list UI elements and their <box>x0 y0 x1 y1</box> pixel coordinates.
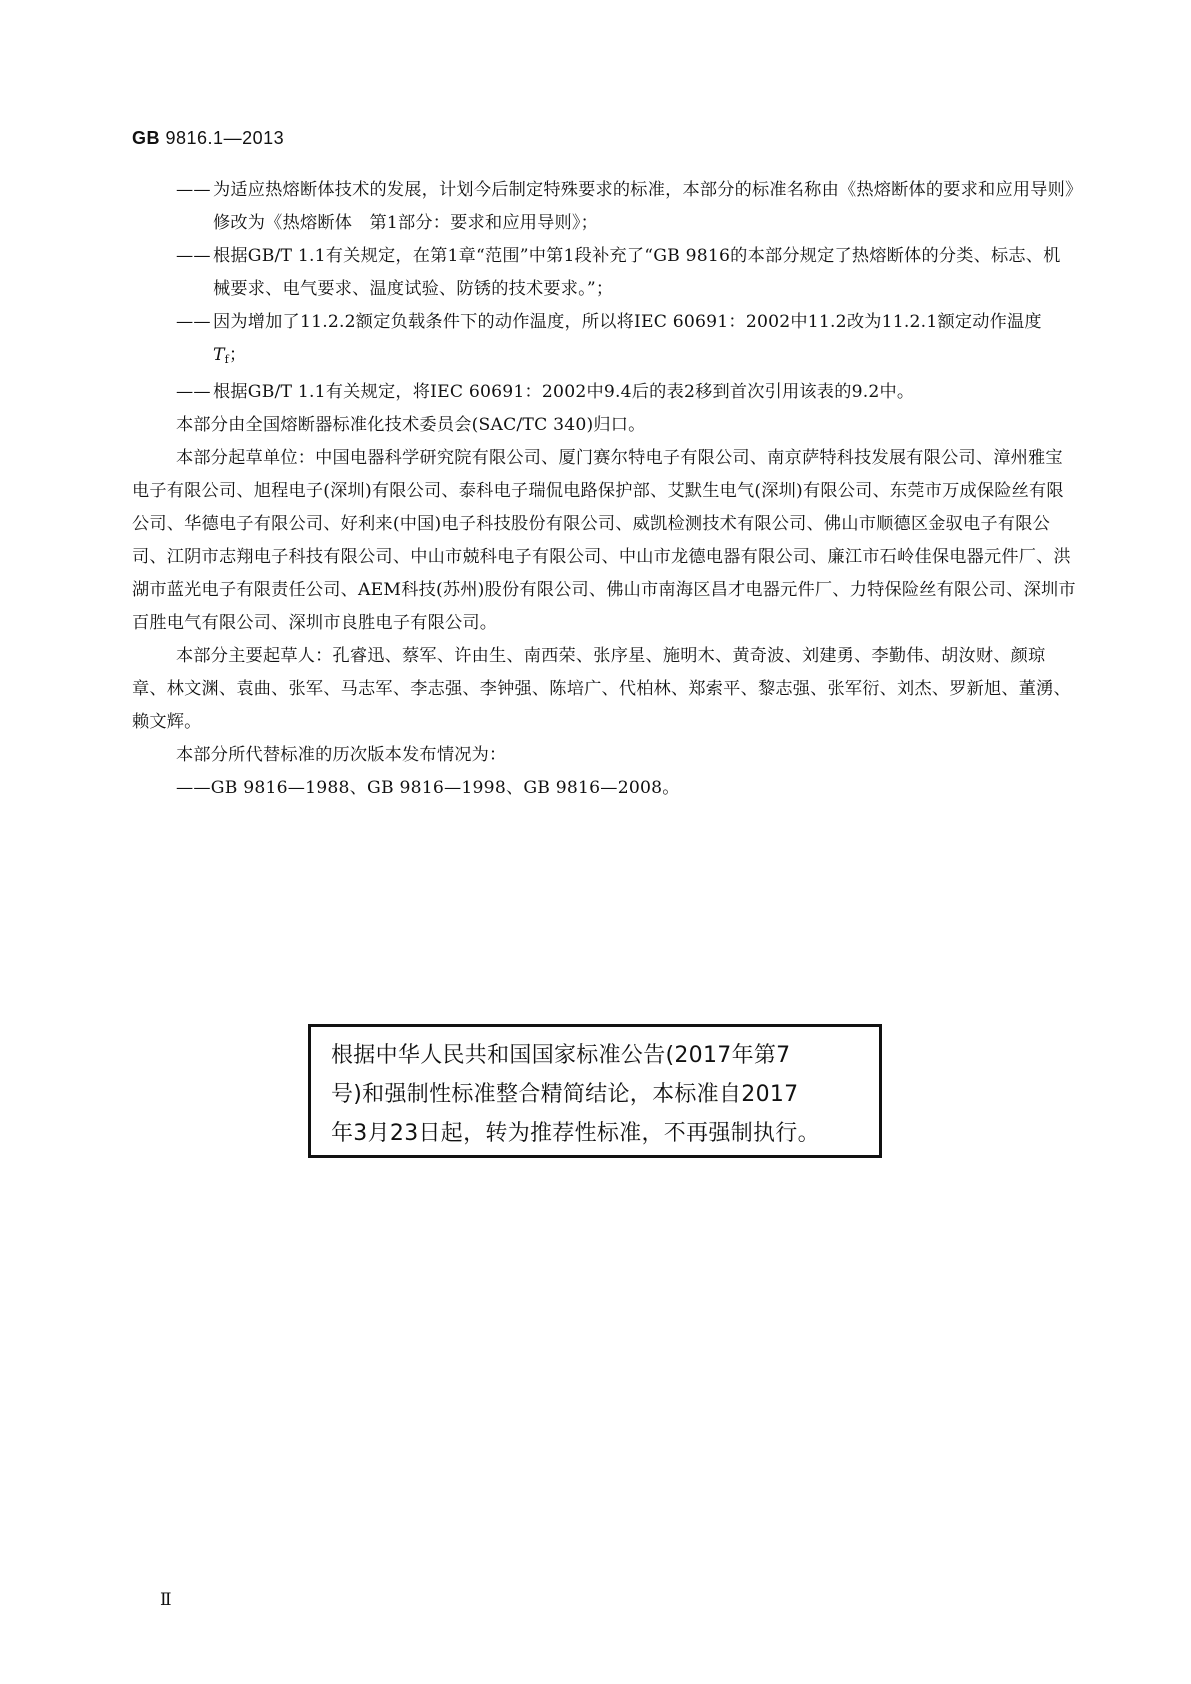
change-item-text-end: ； <box>228 345 247 365</box>
change-item-text: 因为增加了11.2.2额定负载条件下的动作温度，所以将IEC 60691：2002中11.2改为11.2.1额定动作温度 <box>213 312 1042 332</box>
change-item-1 <box>176 174 1076 240</box>
rated-temperature-symbol: T <box>213 345 225 365</box>
notice-line-2: 号)和强制性标准整合精简结论，本标准自2017 <box>331 1082 799 1107</box>
drafters-block <box>132 640 1076 739</box>
centralized-paragraph: 本部分由全国熔断器标准化技术委员会(SAC/TC 340)归口。 <box>176 415 646 435</box>
history-intro: 本部分所代替标准的历次版本发布情况为： <box>176 745 507 765</box>
change-item-text: 为适应热熔断体技术的发展，计划今后制定特殊要求的标准，本部分的标准名称由《热熔断体的要求和应用导则》修改为《热熔断体 第1部分：要求和应用导则》； <box>213 180 1074 233</box>
rated-temperature-subscript: f <box>224 353 229 366</box>
drafting-units-text: 本部分起草单位：中国电器科学研究院有限公司、厦门赛尔特电子有限公司、南京萨特科技发展有限公司、漳州雅宝电子有限公司、旭程电子(深圳)有限公司、泰科电子瑞侃电路保护部、艾默生电气(深圳)有限公司、东莞市万成保险丝有限公司、华德电子有限公司、好利来(中国)电子科技股份有限公司、威凯检测技术有限公司、佛山市顺德区金驭电子有限公司、江阴市志翔电子科技有限公司、中山市兢科电子有限公司、中山市龙德电器有限公司、廉江市石岭佳保电器元件厂、洪湖市蓝光电子有限责任公司、AEM科技(苏州)股份有限公司、佛山市南海区昌才电器元件厂、力特保险丝有限公司、深圳市百胜电气有限公司、深圳市良胜电子有限公司。 <box>132 448 1076 633</box>
change-item-text: 根据GB/T 1.1有关规定，将IEC 60691：2002中9.4后的表2移到首次引用该表的9.2中。 <box>213 382 915 402</box>
standard-code: 9816.1—2013 <box>165 128 285 148</box>
notice-line-3: 年3月23日起，转为推荐性标准，不再强制执行。 <box>331 1121 820 1146</box>
notice-box <box>308 1024 882 1158</box>
change-item-2 <box>176 240 1076 306</box>
drafters-text: 本部分主要起草人：孔睿迅、蔡军、许由生、南西荣、张序星、施明木、黄奇波、刘建勇、李勤伟、胡汝财、颜琼章、林文渊、袁曲、张军、马志军、李志强、李钟强、陈培广、代柏林、郑索平、黎志强、张军衍、刘杰、罗新旭、董湧、赖文辉。 <box>132 646 1071 732</box>
dash-marker: —— <box>176 246 211 266</box>
dash-marker: —— <box>176 382 211 402</box>
standard-prefix: GB <box>132 128 160 148</box>
dash-marker: —— <box>176 312 211 332</box>
standard-header <box>132 128 284 149</box>
history-list-text: GB 9816—1988、GB 9816—1998、GB 9816—2008。 <box>210 778 680 798</box>
change-item-3 <box>176 306 1076 376</box>
change-item-text: 根据GB/T 1.1有关规定，在第1章“范围”中第1段补充了“GB 9816的本部分规定了热熔断体的分类、标志、机械要求、电气要求、温度试验、防锈的技术要求。”； <box>213 246 1061 299</box>
change-item-4 <box>176 376 1076 409</box>
drafting-units-paragraph <box>132 442 1076 640</box>
notice-line-1: 根据中华人民共和国国家标准公告(2017年第7 <box>331 1043 791 1068</box>
dash-marker: —— <box>176 778 211 798</box>
page-number: Ⅱ <box>160 1590 172 1610</box>
foreword-content <box>132 174 1076 805</box>
dash-marker: —— <box>176 180 211 200</box>
history-list <box>176 772 1076 805</box>
drafting-units-block <box>132 442 1076 640</box>
drafters-paragraph <box>132 640 1076 739</box>
